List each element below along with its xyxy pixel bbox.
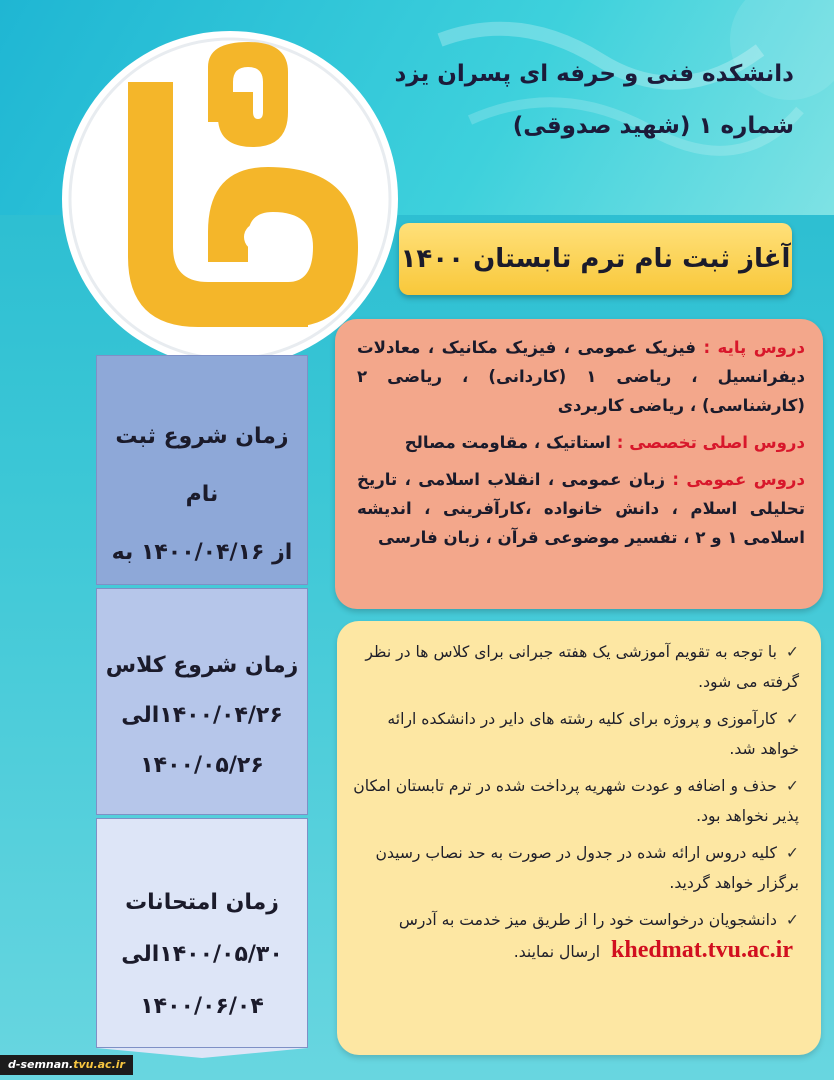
note-item	[351, 771, 799, 831]
general-courses-label: دروس عمومی :	[672, 470, 805, 489]
courses-box	[335, 319, 823, 609]
exams-end: ۱۴۰۰/۰۶/۰۴	[140, 994, 264, 1019]
general-courses	[357, 465, 805, 552]
classes-panel	[96, 588, 308, 815]
check-icon: ✓	[785, 710, 799, 728]
check-icon: ✓	[785, 777, 799, 795]
check-icon: ✓	[785, 844, 799, 862]
note-text: حذف و اضافه و عودت شهریه پرداخت شده در ترم تابستان امکان پذیر نخواهد بود.	[353, 777, 799, 825]
note-item-website	[351, 905, 799, 967]
note-text: کلیه دروس ارائه شده در جدول در صورت به حد نصاب رسیدن برگزار خواهد گردید.	[375, 844, 799, 892]
exams-start: ۱۴۰۰/۰۵/۳۰الی	[121, 942, 283, 967]
note-text: با توجه به تقویم آموزشی یک هفته جبرانی برای کلاس ها در نظر گرفته می شود.	[365, 643, 799, 691]
footer-url: d-semnan.tvu.ac.ir	[0, 1055, 133, 1075]
exams-panel	[96, 818, 308, 1048]
exams-title: زمان امتحانات	[125, 890, 279, 915]
specialized-courses-label: دروس اصلی تخصصی :	[616, 433, 805, 452]
basic-courses-text: فیزیک عمومی ، فیزیک مکانیک ، معادلات دیفرانسیل ، ریاضی ۱ (کاردانی) ، ریاضی ۲ (کارشناسی) ، ریاضی کاربردی	[357, 338, 806, 415]
college-name: دانشکده فنی و حرفه ای پسران یزد	[394, 61, 794, 87]
specialized-courses-text: استاتیک ، مقاومت مصالح	[404, 433, 611, 452]
registration-title: زمان شروع ثبت نام	[115, 424, 289, 507]
registration-start: از ۱۴۰۰/۰۴/۱۶ به	[111, 540, 293, 565]
check-icon: ✓	[785, 911, 799, 929]
classes-end: ۱۴۰۰/۰۵/۲۶	[140, 753, 264, 778]
general-courses-text: زبان عمومی ، انقلاب اسلامی ، تاریخ تحلیلی اسلام ، دانش خانواده ،کارآفرینی ، اندیشه اسلامی ۱ و ۲ ، تفسیر موضوعی قرآن ، زبان فارسی	[357, 470, 805, 547]
header-title	[274, 48, 794, 152]
term-banner: آغاز ثبت نام ترم تابستان ۱۴۰۰	[399, 223, 792, 295]
basic-courses-label: دروس پایه :	[703, 338, 805, 357]
notes-box	[337, 621, 821, 1055]
website-link[interactable]: khedmat.tvu.ac.ir	[611, 937, 793, 963]
note-text: دانشجویان درخواست خود را از طریق میز خدمت به آدرس	[398, 911, 777, 929]
note-item	[351, 838, 799, 898]
note-text-end: ارسال نمایند.	[513, 943, 601, 961]
registration-panel	[96, 355, 308, 585]
note-text: کارآموزی و پروژه برای کلیه رشته های دایر در دانشکده ارائه خواهد شد.	[387, 710, 799, 758]
basic-courses	[357, 333, 805, 420]
note-item	[351, 704, 799, 764]
check-icon: ✓	[785, 643, 799, 661]
classes-start: ۱۴۰۰/۰۴/۲۶الی	[121, 703, 283, 728]
branch-name: شماره ۱ (شهید صدوقی)	[512, 113, 794, 139]
specialized-courses	[357, 428, 805, 457]
classes-title: زمان شروع کلاس	[105, 653, 299, 678]
note-item	[351, 637, 799, 697]
